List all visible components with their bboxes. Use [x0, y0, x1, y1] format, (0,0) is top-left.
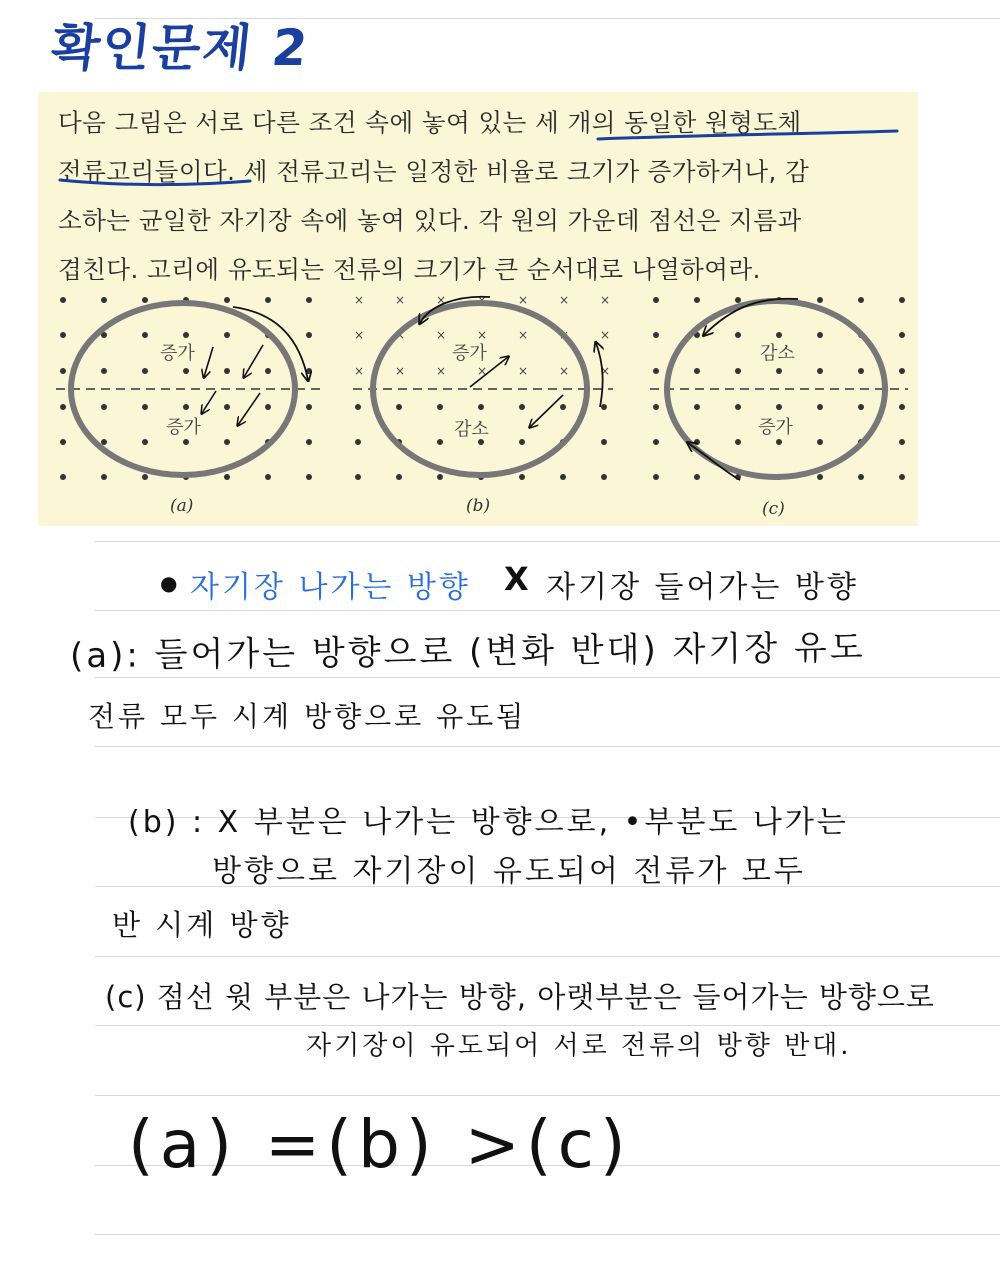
- field-out-dot: [265, 368, 271, 374]
- field-in-cross: ×: [559, 293, 570, 307]
- field-out-dot: [60, 474, 66, 480]
- field-out-dot: [224, 404, 230, 410]
- field-out-dot: [396, 404, 402, 410]
- field-in-cross: ×: [600, 328, 611, 342]
- field-out-dot: [776, 368, 782, 374]
- field-out-dot: [601, 404, 607, 410]
- field-in-cross: ×: [436, 328, 447, 342]
- pen-arrow: [244, 345, 263, 377]
- field-out-dot: [142, 297, 148, 303]
- note-c-line2: 자기장이 유도되어 서로 전류의 방향 반대.: [306, 1031, 852, 1061]
- label-a-upper: 증가: [160, 343, 195, 364]
- field-out-dot: [694, 404, 700, 410]
- field-out-dot: [396, 474, 402, 480]
- field-out-dot: [437, 439, 443, 445]
- field-out-dot: [899, 404, 905, 410]
- field-out-dot: [60, 332, 66, 338]
- field-out-dot: [60, 368, 66, 374]
- underline-mark: [60, 180, 250, 185]
- label-c-lower: 증가: [758, 417, 793, 438]
- field-out-dot: [437, 404, 443, 410]
- field-in-cross: ×: [559, 364, 570, 378]
- field-out-dot: [101, 368, 107, 374]
- field-out-dot: [653, 332, 659, 338]
- field-out-dot: [265, 474, 271, 480]
- field-out-dot: [519, 474, 525, 480]
- field-in-cross: ×: [477, 293, 488, 307]
- field-out-dot: [265, 297, 271, 303]
- field-out-dot: [101, 297, 107, 303]
- field-out-dot: [101, 439, 107, 445]
- field-out-dot: [306, 332, 312, 338]
- field-out-dot: [224, 332, 230, 338]
- field-in-cross: ×: [395, 328, 406, 342]
- field-out-dot: [817, 297, 823, 303]
- note-a-line2: 전류 모두 시계 방향으로 유도됨: [88, 700, 527, 733]
- field-out-dot: [355, 404, 361, 410]
- field-out-dot: [817, 404, 823, 410]
- field-out-dot: [306, 297, 312, 303]
- answer: (a) =(b) >(c): [128, 1106, 632, 1183]
- pen-arrow: [202, 391, 216, 413]
- caption-a: (a): [170, 496, 194, 516]
- field-out-dot: [776, 404, 782, 410]
- field-out-dot: [142, 404, 148, 410]
- note-a-line1: (a): 들어가는 방향으로 (변화 반대) 자기장 유도: [69, 627, 866, 677]
- field-out-dot: [694, 368, 700, 374]
- field-out-dot: [899, 297, 905, 303]
- label-b-upper: 증가: [452, 343, 487, 364]
- legend-x-text: 자기장 들어가는 방향: [546, 570, 859, 605]
- label-b-lower: 감소: [454, 419, 489, 440]
- field-out-dot: [776, 439, 782, 445]
- field-out-dot: [735, 297, 741, 303]
- problem-line: 전류고리들이다. 세 전류고리는 일정한 비율로 크기가 증가하거나, 감: [58, 157, 810, 186]
- field-out-dot: [653, 439, 659, 445]
- field-out-dot: [601, 439, 607, 445]
- label-a-lower: 증가: [166, 417, 201, 438]
- note-b-line3: 반 시계 방향: [112, 908, 292, 942]
- field-out-dot: [142, 332, 148, 338]
- field-out-dot: [735, 439, 741, 445]
- field-out-dot: [355, 439, 361, 445]
- field-out-dot: [306, 439, 312, 445]
- field-out-dot: [899, 368, 905, 374]
- field-out-dot: [101, 404, 107, 410]
- problem-line: 다음 그림은 서로 다른 조건 속에 놓여 있는 세 개의 동일한 원형도체: [58, 108, 802, 137]
- field-out-dot: [560, 404, 566, 410]
- field-out-dot: [817, 474, 823, 480]
- field-mixed-b: [354, 293, 610, 480]
- pen-arrow: [238, 393, 260, 425]
- field-out-dot: [183, 368, 189, 374]
- field-out-dot: [560, 474, 566, 480]
- field-out-dot: [858, 297, 864, 303]
- figure-panel: [38, 285, 918, 520]
- field-out-dot: [735, 368, 741, 374]
- field-out-dot: [653, 297, 659, 303]
- field-out-dot: [653, 474, 659, 480]
- label-c-upper: 감소: [760, 343, 795, 364]
- legend-x-symbol: X: [504, 560, 532, 598]
- field-in-cross: ×: [559, 328, 570, 342]
- field-out-dot: [899, 332, 905, 338]
- field-in-cross: ×: [436, 293, 447, 307]
- field-out-dot: [60, 404, 66, 410]
- field-in-cross: ×: [477, 328, 488, 342]
- legend-dot-text: 자기장 나가는 방향: [190, 570, 471, 605]
- field-in-cross: ×: [436, 364, 447, 378]
- field-out-dot: [101, 474, 107, 480]
- caption-c: (c): [762, 499, 785, 519]
- field-out-dot: [142, 439, 148, 445]
- underline-mark: [598, 131, 897, 139]
- note-c-line1: (c) 점선 윗 부분은 나가는 방향, 아랫부분은 들어가는 방향으로: [105, 980, 935, 1014]
- field-out-dot: [601, 474, 607, 480]
- field-out-dot: [478, 404, 484, 410]
- field-out-dot: [776, 332, 782, 338]
- field-out-dot: [142, 474, 148, 480]
- pen-arrow: [204, 347, 213, 377]
- field-out-dot: [142, 368, 148, 374]
- field-out-dot: [265, 404, 271, 410]
- field-out-dot: [653, 404, 659, 410]
- field-in-cross: ×: [518, 328, 529, 342]
- field-out-dot: [224, 439, 230, 445]
- field-out-dot: [183, 439, 189, 445]
- field-in-cross: ×: [354, 293, 365, 307]
- field-out-dot: [355, 474, 361, 480]
- field-out-dot: [694, 297, 700, 303]
- field-in-cross: ×: [518, 364, 529, 378]
- field-out-dot: [858, 474, 864, 480]
- field-in-cross: ×: [395, 293, 406, 307]
- field-out-dot: [519, 439, 525, 445]
- field-in-cross: ×: [477, 364, 488, 378]
- field-in-cross: ×: [600, 364, 611, 378]
- field-out-dot: [183, 404, 189, 410]
- field-out-dot: [858, 404, 864, 410]
- caption-b: (b): [466, 496, 491, 516]
- field-out-dot: [224, 474, 230, 480]
- field-out-dot: [306, 404, 312, 410]
- field-out-dot: [817, 368, 823, 374]
- note-b-line2: 방향으로 자기장이 유도되어 전류가 모두: [212, 854, 806, 889]
- problem-line: 소하는 균일한 자기장 속에 놓여 있다. 각 원의 가운데 점선은 지름과: [58, 206, 802, 235]
- field-out-dot: [694, 474, 700, 480]
- field-out-dot: [735, 332, 741, 338]
- pen-arrow: [530, 395, 563, 427]
- field-in-cross: ×: [395, 364, 406, 378]
- field-out-dot: [653, 368, 659, 374]
- field-in-cross: ×: [354, 328, 365, 342]
- field-out-dot: [60, 439, 66, 445]
- field-out-dot: [224, 368, 230, 374]
- field-out-dot: [858, 368, 864, 374]
- field-out-dot: [60, 297, 66, 303]
- field-out-dot: [735, 404, 741, 410]
- field-in-cross: ×: [600, 293, 611, 307]
- underline-marks: [0, 0, 1000, 200]
- problem-line: 겹친다. 고리에 유도되는 전류의 크기가 큰 순서대로 나열하여라.: [58, 255, 761, 284]
- field-out-dot: [899, 439, 905, 445]
- field-out-dot: [899, 474, 905, 480]
- field-out-dot: [437, 474, 443, 480]
- field-out-dot: [817, 332, 823, 338]
- legend-dot-symbol: ●: [160, 571, 181, 595]
- field-out-dot: [817, 439, 823, 445]
- field-in-cross: ×: [354, 364, 365, 378]
- field-in-cross: ×: [518, 293, 529, 307]
- field-out-dot: [519, 404, 525, 410]
- note-b-line1: (b) : X 부분은 나가는 방향으로, •부분도 나가는: [128, 805, 849, 840]
- field-out-dot: [183, 332, 189, 338]
- field-out-dot: [224, 297, 230, 303]
- page-title: 확인문제 2: [48, 19, 313, 77]
- field-out-dot: [306, 474, 312, 480]
